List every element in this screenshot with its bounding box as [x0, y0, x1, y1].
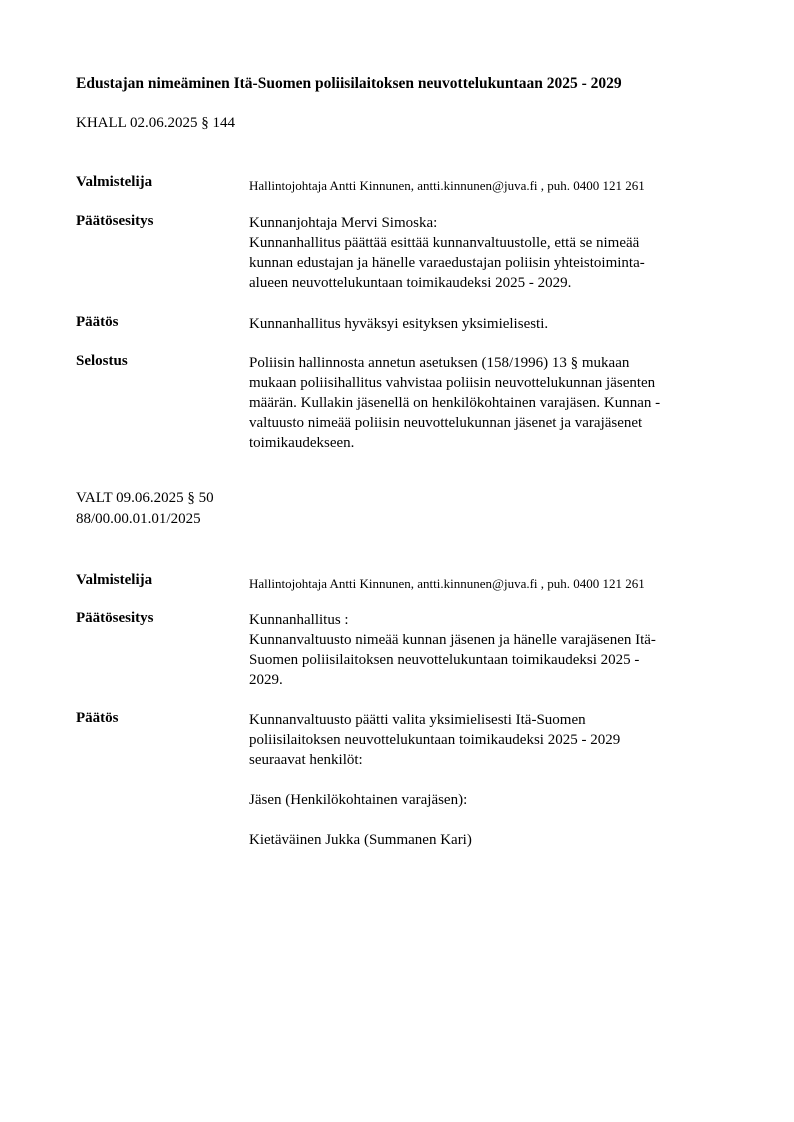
khall-paatosesitys-label: Päätösesitys [76, 213, 154, 229]
valt-paatos-value [249, 710, 729, 770]
jasen-heading-text: Jäsen (Henkilökohtainen varajäsen): [249, 792, 468, 808]
jasen-name-text: Kietäväinen Jukka (Summanen Kari) [249, 832, 472, 848]
khall-selostus-line: määrän. Kullakin jäsenellä on henkilökohtainen varajäsen. Kunnan - [249, 395, 661, 411]
khall-valmistelija-label: Valmistelija [76, 174, 153, 190]
khall-selostus-line: Poliisin hallinnosta annetun asetuksen (158/1996) 13 § mukaan [249, 355, 630, 371]
valt-paatosesitys-line: 2029. [249, 672, 283, 688]
valt-valmistelija-text: Hallintojohtaja Antti Kinnunen, antti.kinnunen@juva.fi , puh. 0400 121 261 [249, 576, 645, 591]
valt-paatos-line: seuraavat henkilöt: [249, 752, 363, 768]
khall-paatos-text: Kunnanhallitus hyväksyi esityksen yksimielisesti. [249, 316, 549, 332]
khall-selostus-line: mukaan poliisihallitus vahvistaa poliisin neuvottelukunnan jäsenten [249, 375, 656, 391]
document-title: Edustajan nimeäminen Itä-Suomen poliisilaitoksen neuvottelukuntaan 2025 - 2029 [76, 75, 622, 92]
valt-reference: VALT 09.06.2025 § 50 [76, 490, 214, 506]
valt-paatosesitys-line: Kunnanhallitus : [249, 612, 349, 628]
valt-jasen-heading [249, 790, 729, 810]
khall-selostus-line: valtuusto nimeää poliisin neuvottelukunnan jäsenet ja varajäsenet [249, 415, 643, 431]
valt-jasen-value [249, 830, 729, 850]
khall-paatosesitys-line: Kunnanjohtaja Mervi Simoska: [249, 215, 438, 231]
khall-paatos-value [249, 314, 729, 334]
valt-valmistelija-label: Valmistelija [76, 572, 153, 588]
valt-paatosesitys-value [249, 610, 729, 690]
khall-valmistelija-text: Hallintojohtaja Antti Kinnunen, antti.kinnunen@juva.fi , puh. 0400 121 261 [249, 178, 645, 193]
valt-paatosesitys-line: Suomen poliisilaitoksen neuvottelukuntaan toimikaudeksi 2025 - [249, 652, 640, 668]
khall-selostus-line: toimikaudekseen. [249, 435, 355, 451]
valt-paatos-label: Päätös [76, 710, 119, 726]
valt-paatosesitys-line: Kunnanvaltuusto nimeää kunnan jäsenen ja hänelle varajäsenen Itä- [249, 632, 656, 648]
valt-paatosesitys-label: Päätösesitys [76, 610, 154, 626]
valt-valmistelija-value [249, 574, 729, 594]
khall-paatosesitys-line: alueen neuvottelukuntaan toimikaudeksi 2025 - 2029. [249, 275, 572, 291]
khall-paatosesitys-value [249, 213, 729, 293]
valt-paatos-line: Kunnanvaltuusto päätti valita yksimielisesti Itä-Suomen [249, 712, 586, 728]
khall-paatosesitys-line: kunnan edustajan ja hänelle varaedustajan poliisin yhteistoiminta- [249, 255, 645, 271]
khall-selostus-value [249, 353, 729, 453]
khall-paatosesitys-line: Kunnanhallitus päättää esittää kunnanvaltuustolle, että se nimeää [249, 235, 640, 251]
valt-paatos-line: poliisilaitoksen neuvottelukuntaan toimikaudeksi 2025 - 2029 [249, 732, 621, 748]
khall-reference: KHALL 02.06.2025 § 144 [76, 115, 236, 131]
khall-paatos-label: Päätös [76, 314, 119, 330]
khall-selostus-label: Selostus [76, 353, 128, 369]
valt-diary-number: 88/00.00.01.01/2025 [76, 511, 201, 527]
khall-valmistelija-value [249, 176, 729, 196]
